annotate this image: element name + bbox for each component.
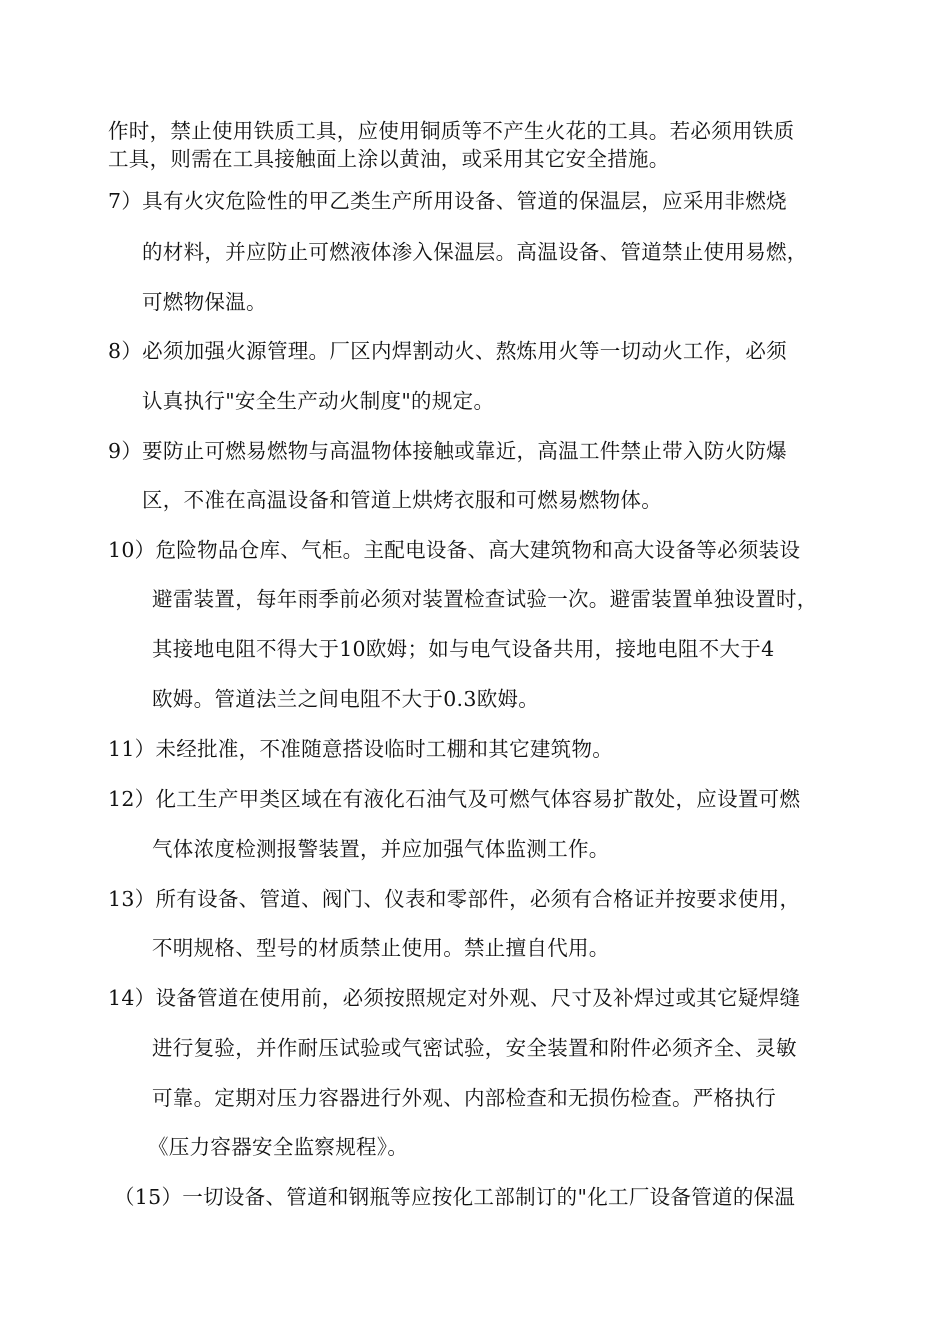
text-line: （15）一切设备、管道和钢瓶等应按化工部制订的"化工厂设备管道的保温 xyxy=(114,1185,796,1209)
text-line: 13）所有设备、管道、阀门、仪表和零部件，必须有合格证并按要求使用， xyxy=(108,887,801,911)
text-line: 作时，禁止使用铁质工具，应使用铜质等不产生火花的工具。若必须用铁质 xyxy=(108,119,795,143)
text-line: 《压力容器安全监察规程》。 xyxy=(148,1135,409,1159)
text-line: 工具，则需在工具接触面上涂以黄油，或采用其它安全措施。 xyxy=(108,147,670,171)
text-line: 7）具有火灾危险性的甲乙类生产所用设备、管道的保温层，应采用非燃烧 xyxy=(108,189,787,213)
text-line: 进行复验，并作耐压试验或气密试验，安全装置和附件必须齐全、灵敏 xyxy=(152,1036,797,1060)
text-line: 10）危险物品仓库、气柜。主配电设备、高大建筑物和高大设备等必须装设 xyxy=(108,538,801,562)
text-line: 的材料，并应防止可燃液体渗入保温层。高温设备、管道禁止使用易燃， xyxy=(142,240,808,264)
text-line: 认真执行"安全生产动火制度"的规定。 xyxy=(142,389,495,413)
text-line: 14）设备管道在使用前，必须按照规定对外观、尺寸及补焊过或其它疑焊缝 xyxy=(108,986,801,1010)
text-line: 12）化工生产甲类区域在有液化石油气及可燃气体容易扩散处，应设置可燃 xyxy=(108,787,801,811)
text-line: 9）要防止可燃易燃物与高温物体接触或靠近，高温工件禁止带入防火防爆 xyxy=(108,439,787,463)
text-line: 其接地电阻不得大于10欧姆；如与电气设备共用，接地电阻不大于4 xyxy=(152,637,775,661)
text-line: 欧姆。管道法兰之间电阻不大于0.3欧姆。 xyxy=(152,687,540,711)
text-line: 不明规格、型号的材质禁止使用。禁止擅自代用。 xyxy=(152,936,610,960)
text-line: 避雷装置，每年雨季前必须对装置检查试验一次。避雷装置单独设置时， xyxy=(152,587,818,611)
text-line: 可靠。定期对压力容器进行外观、内部检查和无损伤检查。严格执行 xyxy=(152,1086,776,1110)
text-line: 气体浓度检测报警装置，并应加强气体监测工作。 xyxy=(152,837,610,861)
text-line: 可燃物保温。 xyxy=(142,290,267,314)
text-line: 11）未经批准，不准随意搭设临时工棚和其它建筑物。 xyxy=(108,737,614,761)
text-line: 8）必须加强火源管理。厂区内焊割动火、熬炼用火等一切动火工作，必须 xyxy=(108,339,787,363)
text-line: 区，不准在高温设备和管道上烘烤衣服和可燃易燃物体。 xyxy=(142,488,662,512)
